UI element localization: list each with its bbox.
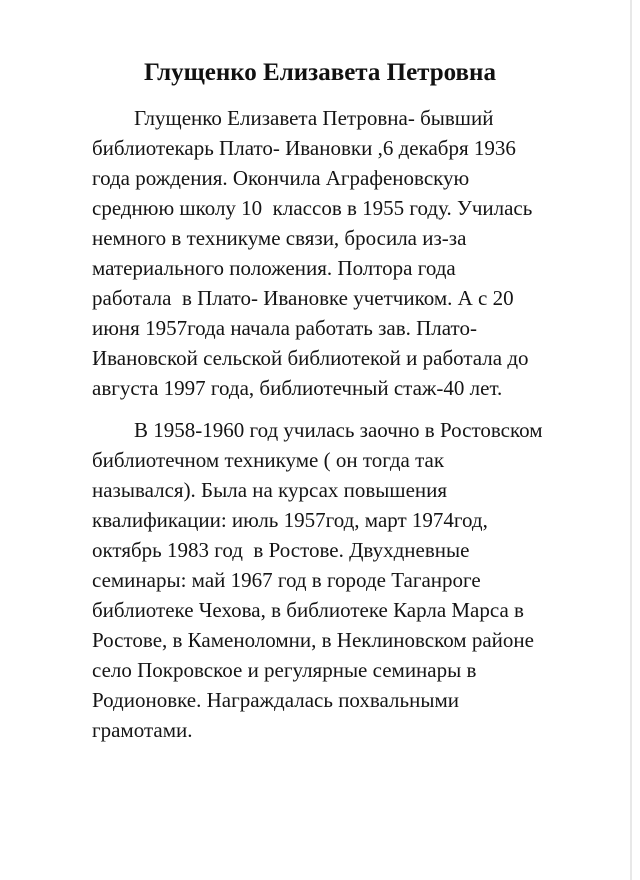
paragraph-2-line: назывался). Была на курсах повышения xyxy=(92,478,448,502)
paragraph-1-line: работала в Плато- Ивановке учетчиком. А с 20 xyxy=(92,286,514,310)
paragraph-2-line: октябрь 1983 год в Ростове. Двухдневные xyxy=(92,538,470,562)
paragraph-2-line: село Покровское и регулярные семинары в xyxy=(92,658,477,682)
paragraph-2-line: грамотами. xyxy=(92,718,193,742)
document-title: Глущенко Елизавета Петровна xyxy=(144,59,496,86)
paragraph-2-line: Родионовке. Награждалась похвальными xyxy=(92,688,459,712)
paragraph-1-line: июня 1957года начала работать зав. Плато- xyxy=(92,316,477,340)
paragraph-1-line: библиотекарь Плато- Ивановки ,6 декабря 1936 xyxy=(92,136,516,160)
paragraph-2-line: библиотечном техникуме ( он тогда так xyxy=(92,448,445,472)
paragraph-1-line: Ивановской сельской библиотекой и работала до xyxy=(92,346,529,370)
paragraph-1-line: августа 1997 года, библиотечный стаж-40 лет. xyxy=(92,376,503,400)
paragraph-1-line: года рождения. Окончила Аграфеновскую xyxy=(92,166,470,190)
paragraph-1-line: материального положения. Полтора года xyxy=(92,256,456,280)
paragraph-1-line: немного в техникуме связи, бросила из-за xyxy=(92,226,467,250)
paragraph-1-line: Глущенко Елизавета Петровна- бывший xyxy=(92,106,494,130)
paragraph-2-line: библиотеке Чехова, в библиотеке Карла Марса в xyxy=(92,598,524,622)
scan-edge xyxy=(630,0,632,880)
paragraph-1-line: среднюю школу 10 классов в 1955 году. Училась xyxy=(92,196,533,220)
paragraph-2-line: семинары: май 1967 год в городе Таганроге xyxy=(92,568,481,592)
paragraph-2-line: В 1958-1960 год училась заочно в Ростовском xyxy=(92,418,543,442)
paragraph-2-line: квалификации: июль 1957год, март 1974год, xyxy=(92,508,488,532)
paragraph-2-line: Ростове, в Каменоломни, в Неклиновском районе xyxy=(92,628,534,652)
